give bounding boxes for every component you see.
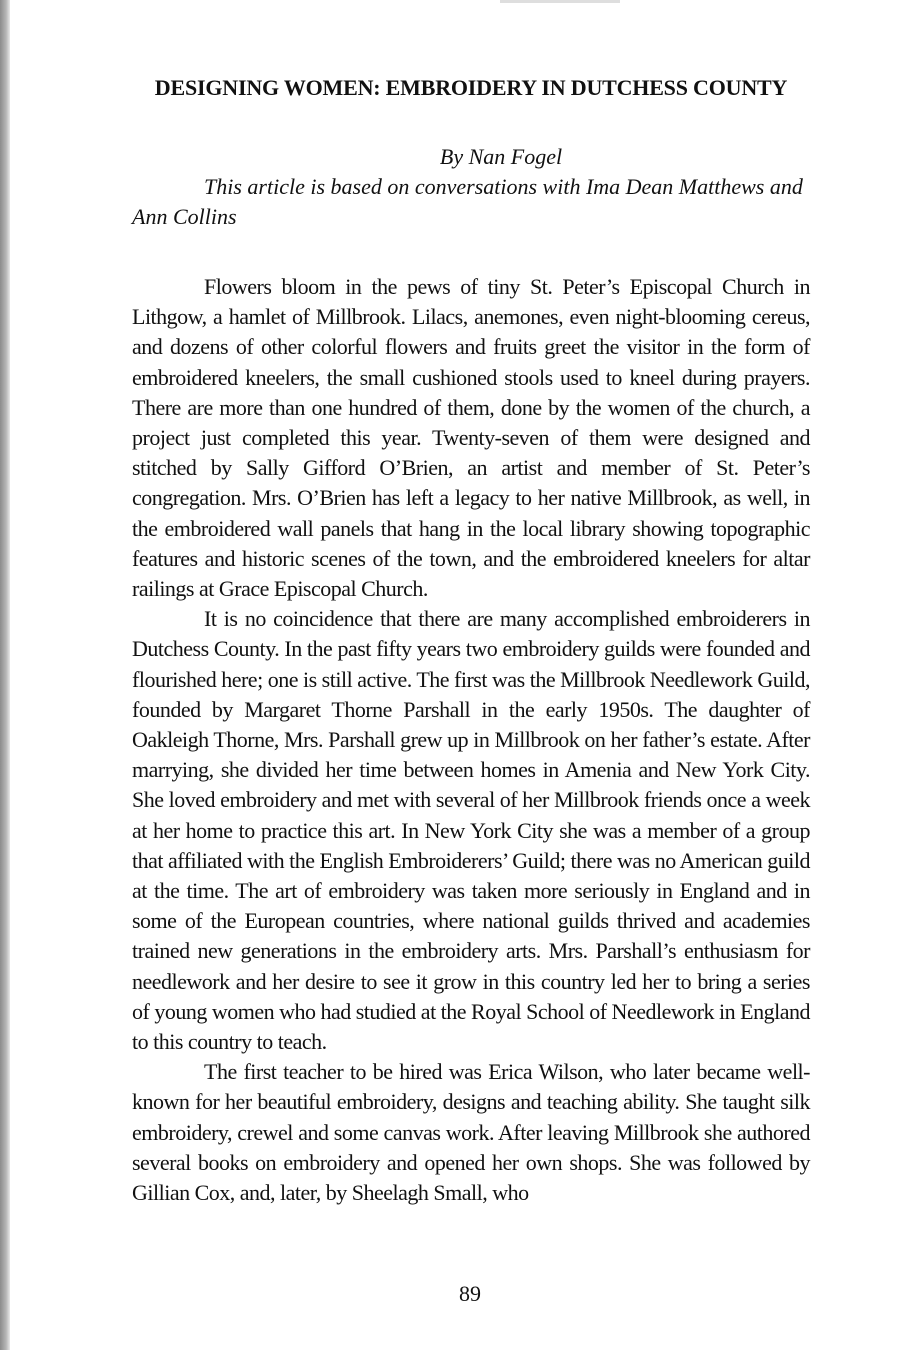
article-byline: By Nan Fogel [439,144,563,169]
article [132,72,810,1208]
paragraph: It is no coincidence that there are many accomplished embroiderers in Dutchess County. In the past fifty years two embroidery guilds were founded and flourished here; one is still active. The first was the Millbrook Needlework Guild, founded by Margaret Thorne Parshall in the early 1950s. The daughter of Oakleigh Thorne, Mrs. Parshall grew up in Millbrook on her father’s estate. After marrying, she divided her time between homes in Amenia and New York City. She loved embroidery and met with several of her Millbrook friends once a week at her home to practice this art. In New York City she was a member of a group that affiliated with the English Embroiderers’ Guild; there was no American guild at the time. The art of embroidery was taken more seriously in England and in some of the European countries, where national guilds thrived and academies trained new generations in the embroidery arts. Mrs. Parshall’s enthusiasm for needlework and her desire to see it grow in this country led her to bring a series of young women who had studied at the Royal School of Needlework in England to this country to teach. [132,606,810,1055]
page-binding-edge [0,0,10,1350]
scan-shadow [500,0,620,3]
article-body [132,272,810,1208]
article-source-note: This article is based on conversations with Ima Dean Matthews and Ann Collins [132,174,803,229]
paragraph: The first teacher to be hired was Erica Wilson, who later became well-known for her beautiful embroidery, designs and teaching ability. She taught silk embroidery, crewel and some canvas work. After leaving Millbrook she authored several books on embroidery and opened her own shops. She was followed by Gillian Cox, and, later, by Sheelagh Small, who [132,1059,810,1206]
paragraph: Flowers bloom in the pews of tiny St. Peter’s Episcopal Church in Lithgow, a hamlet of Millbrook. Lilacs, anemones, even night-blooming cereus, and dozens of other colorful flowers and fruits greet the visitor in the form of embroidered kneelers, the small cushioned stools used to kneel during prayers. There are more than one hundred of them, done by the women of the church, a project just completed this year. Twenty-seven of them were designed and stitched by Sally Gifford O’Brien, an artist and member of St. Peter’s congregation. Mrs. O’Brien has left a legacy to her native Millbrook, as well, in the embroidered wall panels that hang in the local library showing topographic features and historic scenes of the town, and the embroidered kneelers for altar railings at Grace Episcopal Church. [132,274,810,602]
page-number: 89 [459,1281,481,1306]
article-title: DESIGNING WOMEN: EMBROIDERY IN DUTCHESS COUNTY [154,75,788,100]
